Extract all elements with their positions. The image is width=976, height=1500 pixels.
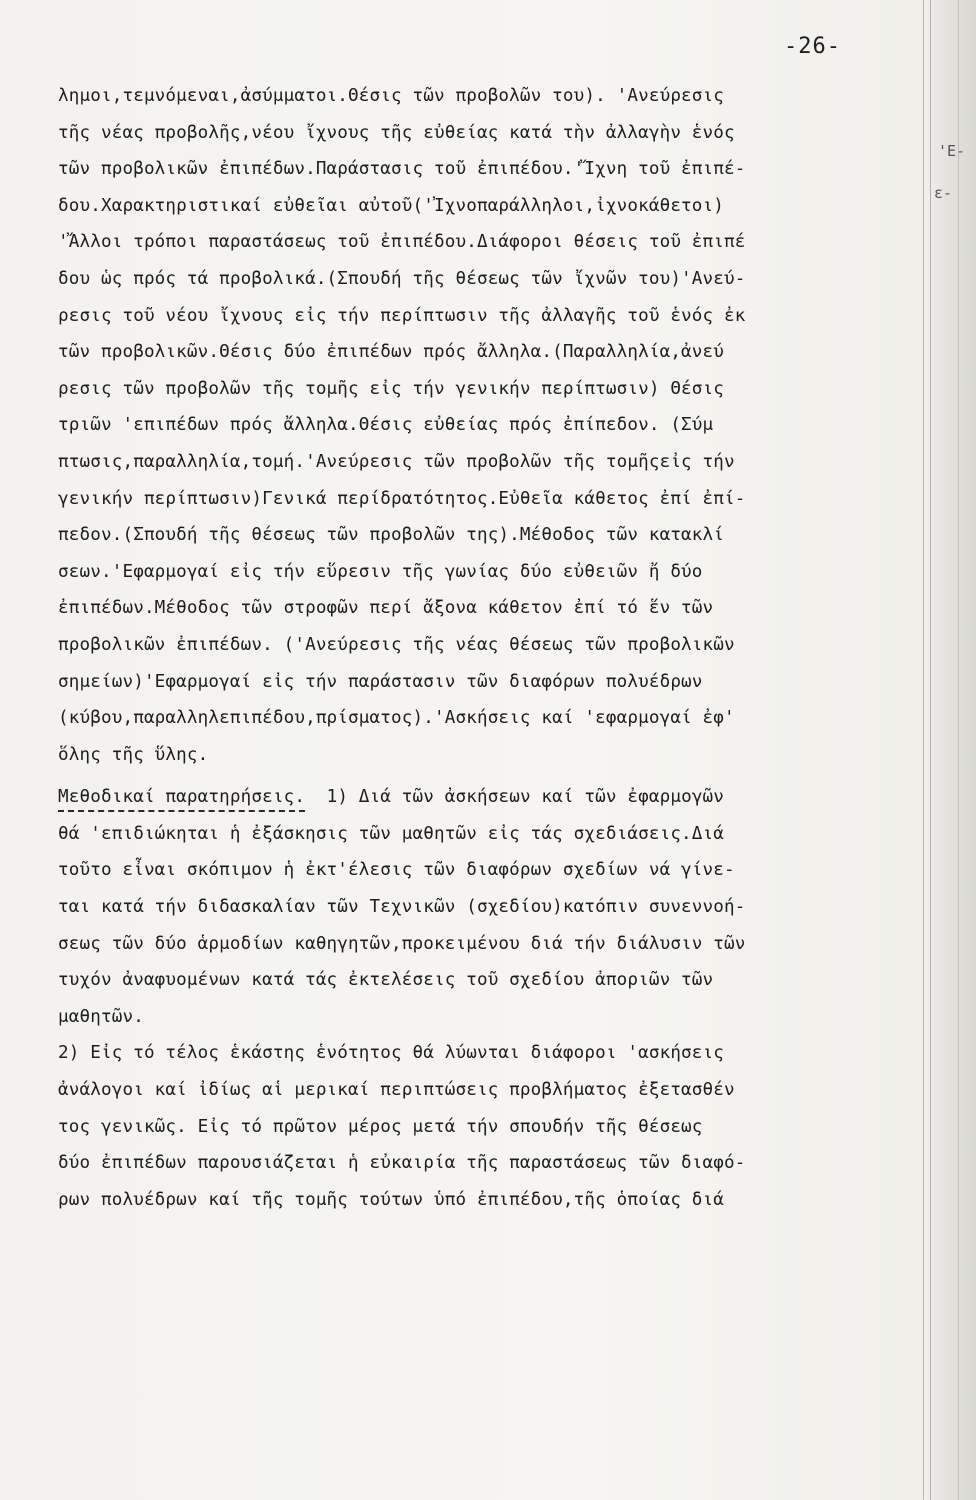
binding-crease-line: [958, 0, 959, 1500]
methodical-notes-heading: Μεθοδικαί παρατηρήσεις.: [58, 779, 305, 816]
text-line: 'Ἄλλοι τρόποι παραστάσεως τοῦ ἐπιπέδου.Διάφοροι θέσεις τοῦ ἐπιπέ: [58, 232, 746, 253]
text-line: σεων.'Εφαρμογαί εἰς τήν εὕρεσιν τῆς γωνίας δύο εὐθειῶν ἤ δύο: [58, 561, 703, 582]
text-line: δύο ἐπιπέδων παρουσιάζεται ἡ εὐκαιρία τῆς παραστάσεως τῶν διαφό-: [58, 1153, 746, 1174]
text-line: τυχόν ἀναφυομένων κατά τάς ἐκτελέσεις τοῦ σχεδίου ἀποριῶν τῶν: [58, 970, 714, 991]
text-line: τριῶν 'επιπέδων πρός ἄλληλα.Θέσις εὐθείας πρός ἐπίπεδον. (Σύμ: [58, 415, 714, 436]
heading-dashed-underline: [58, 810, 305, 812]
document-body: [58, 78, 908, 1218]
text-line: ται κατά τήν διδασκαλίαν τῶν Τεχνικῶν (σχεδίου)κατόπιν συνεννοή-: [58, 897, 746, 918]
methodical-notes-text: 1) Διά τῶν ἀσκήσεων καί τῶν ἐφαρμογῶν: [326, 787, 725, 808]
page-number: -26-: [784, 34, 841, 59]
methodical-notes-first-line: [58, 779, 908, 816]
text-line: τοῦτο εἶναι σκόπιμον ἡ ἐκτ'έλεσις τῶν διαφόρων σχεδίων νά γίνε-: [58, 860, 735, 881]
text-line: ὅλης τῆς ὕλης.: [58, 744, 209, 765]
text-line: πεδον.(Σπουδή τῆς θέσεως τῶν προβολῶν της).Μέθοδος τῶν κατακλί: [58, 525, 725, 546]
text-line: ἀνάλογοι καί ἰδίως αἱ μερικαί περιπτώσεις προβλήματος ἐξετασθέν: [58, 1080, 735, 1101]
margin-note: 'Ε-: [938, 142, 966, 160]
text-line: τῶν προβολικῶν ἐπιπέδων.Παράστασις τοῦ ἐπιπέδου.'Ἴχνη τοῦ ἐπιπέ-: [58, 159, 746, 180]
text-line: τῶν προβολικῶν.Θέσις δύο ἐπιπέδων πρός ἄλληλα.(Παραλληλία,ἀνεύ: [58, 342, 725, 363]
text-line: σεως τῶν δύο ἁρμοδίων καθηγητῶν,προκειμένου διά τήν διάλυσιν τῶν: [58, 933, 746, 954]
binding-crease-line: [930, 0, 931, 1500]
text-line: τος γενικῶς. Εἰς τό πρῶτον μέρος μετά τήν σπουδήν τῆς θέσεως: [58, 1116, 703, 1137]
margin-note: ε-: [934, 184, 953, 202]
text-line: σημείων)'Εφαρμογαί εἰς τήν παράστασιν τῶν διαφόρων πολυέδρων: [58, 671, 703, 692]
text-line: 2) Εἰς τό τέλος ἑκάστης ἑνότητος θά λύωνται διάφοροι 'ασκήσεις: [58, 1043, 725, 1064]
text-line: θά 'επιδιώκηται ἡ ἐξάσκησις τῶν μαθητῶν εἰς τάς σχεδιάσεις.Διά: [58, 823, 725, 844]
text-line: πτωσις,παραλληλία,τομή.'Ανεύρεσις τῶν προβολῶν τῆς τομῆςεἰς τήν: [58, 451, 735, 472]
text-line: (κύβου,παραλληλεπιπέδου,πρίσματος).'Ασκήσεις καί 'εφαρμογαί ἐφ': [58, 708, 735, 729]
text-line: ρεσις τοῦ νέου ἴχνους εἰς τήν περίπτωσιν τῆς ἀλλαγῆς τοῦ ἑνός ἐκ: [58, 305, 746, 326]
text-line: προβολικῶν ἐπιπέδων. ('Ανεύρεσις τῆς νέας θέσεως τῶν προβολικῶν: [58, 634, 735, 655]
text-line: δου ὡς πρός τά προβολικά.(Σπουδή τῆς θέσεως τῶν ἴχνῶν του)'Ανεύ-: [58, 268, 746, 289]
text-line: ρεσις τῶν προβολῶν τῆς τομῆς εἰς τήν γενικήν περίπτωσιν) Θέσις: [58, 378, 725, 399]
text-line: ρων πολυέδρων καί τῆς τομῆς τούτων ὑπό ἐπιπέδου,τῆς ὁποίας διά: [58, 1189, 725, 1210]
text-line: τῆς νέας προβολῆς,νέου ἴχνους τῆς εὐθείας κατά τὴν ἀλλαγὴν ἑνός: [58, 122, 735, 143]
text-line: γενικήν περίπτωσιν)Γενικά περίδρατότητος.Εὐθεῖα κάθετος ἐπί ἐπί-: [58, 488, 746, 509]
text-line: λημοι,τεμνόμεναι,ἀσύμματοι.Θέσις τῶν προβολῶν του). 'Ανεύρεσις: [58, 86, 725, 106]
text-line: δου.Χαρακτηριστικαί εὐθεῖαι αὐτοῦ('Ἰχνοπαράλληλοι,ἰχνοκάθετοι): [58, 195, 725, 216]
text-line: ἐπιπέδων.Μέθοδος τῶν στροφῶν περί ἄξονα κάθετον ἐπί τό ἕν τῶν: [58, 598, 714, 619]
text-line: μαθητῶν.: [58, 1006, 144, 1027]
